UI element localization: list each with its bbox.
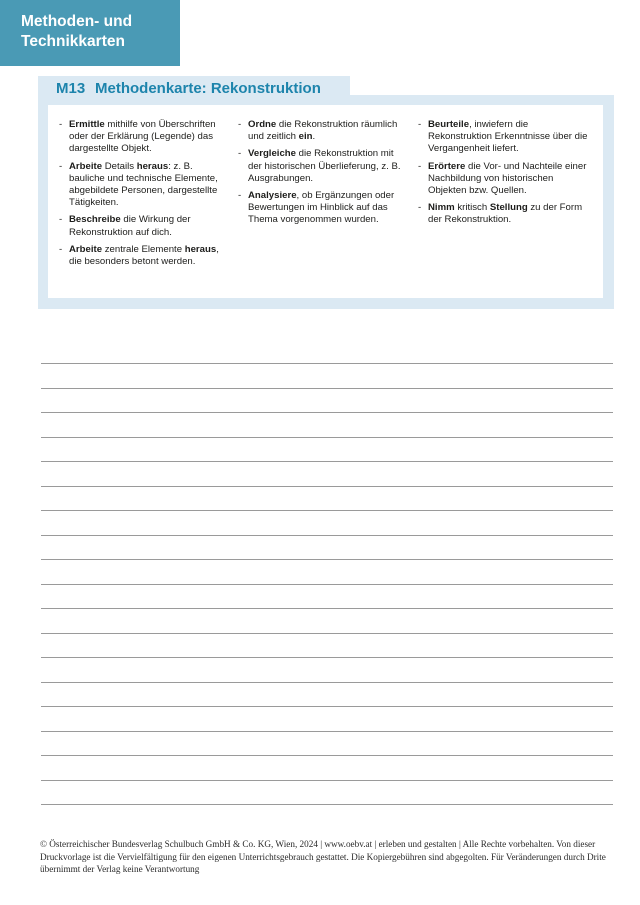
instruction-item [59,161,224,210]
writing-line[interactable] [41,388,613,413]
instruction-keyword: Ordne [248,119,277,130]
method-card-body [48,105,603,298]
instruction-text: Details [102,160,137,172]
dash-bullet-icon: - [59,160,63,172]
writing-line[interactable] [41,437,613,462]
section-tab [0,0,180,66]
method-card-header [38,76,350,101]
writing-line[interactable] [41,584,613,609]
instruction-item [238,148,403,185]
writing-line[interactable] [41,608,613,633]
writing-line[interactable] [41,657,613,682]
instructions-column-3 [418,119,588,232]
instruction-keyword: Beschreibe [69,214,121,226]
instruction-item [238,119,403,143]
instruction-keyword: Nimm [428,202,455,214]
dash-bullet-icon: - [418,202,422,214]
writing-line[interactable] [41,633,613,658]
instruction-keyword: heraus [184,243,217,255]
instruction-item [59,119,224,156]
instruction-keyword: ein [298,131,313,143]
instruction-item [418,202,588,226]
instruction-text: die Wirkung der Rekonstruktion auf dich. [69,214,191,238]
instructions-column-1 [59,119,224,273]
instruction-text: . [312,131,316,143]
instruction-text: , die besonders betont werden. [69,243,219,268]
writing-line[interactable] [41,731,613,756]
instruction-keyword: Ermittle [69,119,105,130]
instruction-keyword: Vergleiche [248,148,296,160]
instruction-text: : z. B. bauliche und technische Elemente, abgebildete Personen, dargestellte Tätigkeiten. [69,160,218,209]
instruction-keyword: Stellung [489,202,528,214]
instruction-keyword: Erörtere [428,160,466,172]
instruction-item [418,119,588,156]
section-title [21,12,132,52]
dash-bullet-icon: - [59,214,63,226]
section-title-line-1: Methoden- und [21,13,133,30]
dash-bullet-icon: - [238,148,242,160]
dash-bullet-icon: - [418,119,422,130]
instruction-text: die Rekonstruktion mit der historischen Überlieferung, z. B. Ausgrabungen. [248,148,401,184]
writing-line[interactable] [41,755,613,780]
instruction-item [418,161,588,198]
dash-bullet-icon: - [59,243,63,255]
instruction-text: mithilfe von Überschriften oder der Erklärung (Legende) das dargestellte Objekt. [69,119,216,155]
writing-lines [41,363,613,829]
instruction-item [59,214,224,238]
instruction-text: zu der Form der Rekonstruktion. [428,202,583,226]
writing-line[interactable] [41,706,613,731]
writing-line[interactable] [41,363,613,388]
instruction-keyword: Arbeite [69,160,103,172]
instruction-text: die Vor- und Nachteile einer Nachbildung von historischen Objekten bzw. Quellen. [428,160,587,197]
method-card-code: M13 [56,80,86,97]
writing-line[interactable] [41,510,613,535]
instruction-keyword: Beurteile [428,119,470,130]
writing-line[interactable] [41,804,613,829]
dash-bullet-icon: - [59,119,63,130]
instruction-text: , inwiefern die Rekonstruktion Erkenntnisse über die Vergangenheit liefert. [428,119,588,155]
writing-line[interactable] [41,559,613,584]
dash-bullet-icon: - [238,190,242,202]
instruction-text: zentrale Elemente [102,243,185,255]
section-title-line-2: Technikkarten [21,33,125,50]
instruction-keyword: heraus [136,160,169,172]
instruction-text: die Rekonstruktion räumlich und zeitlich [248,119,398,143]
writing-line[interactable] [41,682,613,707]
instruction-item [238,190,403,227]
dash-bullet-icon: - [418,160,422,172]
dash-bullet-icon: - [238,119,242,130]
instruction-item [59,244,224,268]
method-card-title: Methodenkarte: Rekonstruktion [95,80,321,97]
instruction-text: kritisch [454,202,490,214]
writing-line[interactable] [41,780,613,805]
writing-line[interactable] [41,461,613,486]
writing-line[interactable] [41,535,613,560]
instruction-text: , ob Ergänzungen oder Bewertungen im Hinblick auf das Thema vorgenommen wurden. [248,190,395,226]
instructions-column-2 [238,119,403,232]
copyright-footer: © Österreichischer Bundesverlag Schulbuch GmbH & Co. KG, Wien, 2024 | www.oebv.at | erleben und gestalten | Alle Rechte vorbehalten. Von dieser Druckvorlage ist die Vervielfältigung für den eigenen Unterrichtsgebrauch gestattet. Die Kopiergebühren sind abgegolten. Für Veränderungen durch Drite übernimmt der Verlag keine Verantwortung [40,839,606,875]
instruction-keyword: Analysiere [248,190,297,202]
instruction-keyword: Arbeite [69,243,103,255]
writing-line[interactable] [41,412,613,437]
writing-line[interactable] [41,486,613,511]
